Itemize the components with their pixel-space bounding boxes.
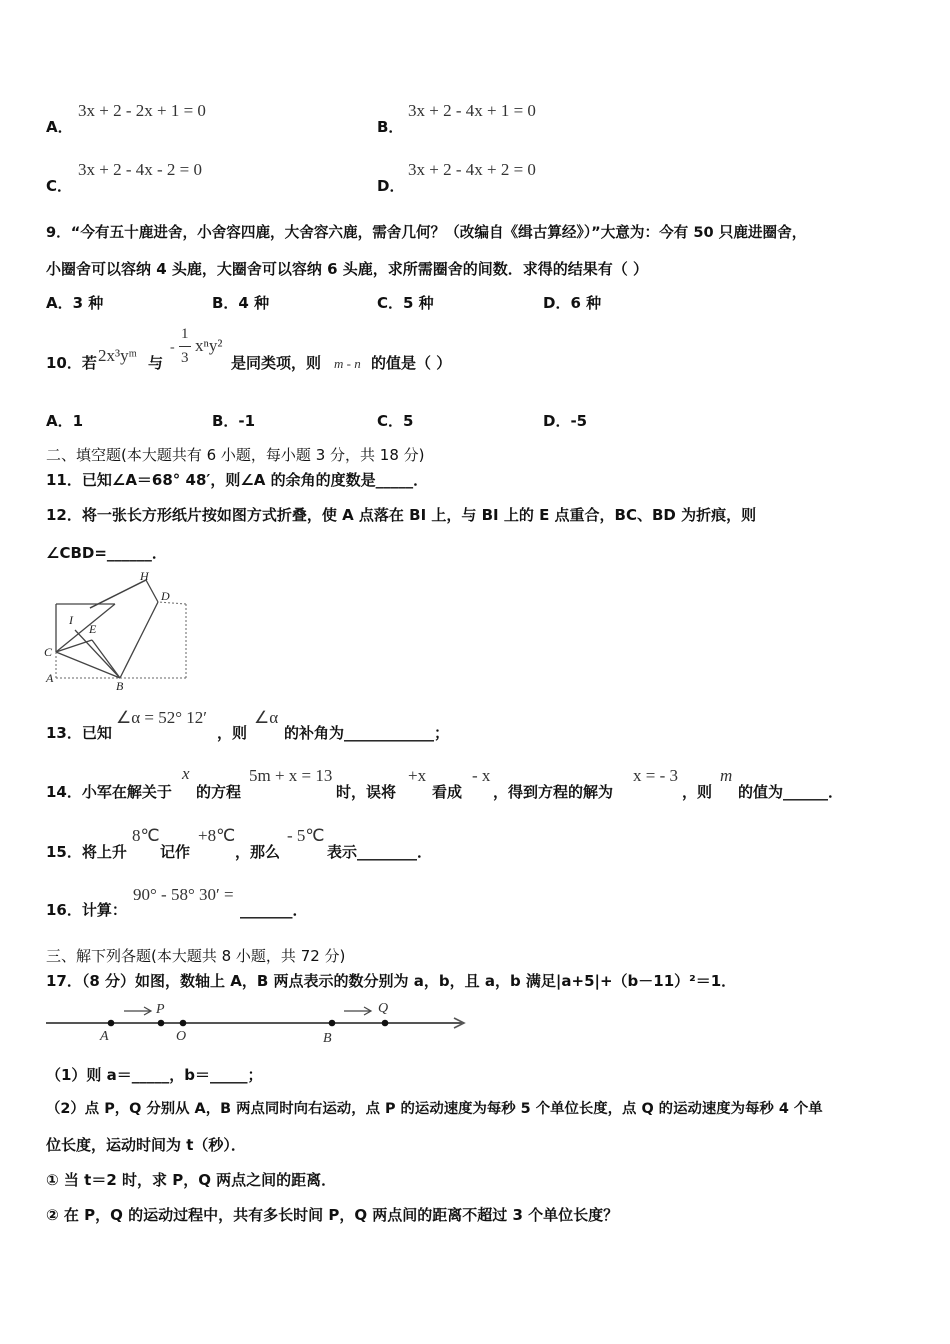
q10-expr-3: m - n	[334, 356, 361, 371]
q15-value-a: 8℃	[132, 826, 160, 845]
q10-fraction-denominator: 3	[181, 350, 189, 366]
q8-option-a-label: A．	[46, 118, 73, 136]
q8-option-d-label: D．	[377, 177, 405, 195]
q16-prefix: 16．计算：	[46, 901, 127, 919]
q17-label-q: Q	[378, 1001, 389, 1016]
q17-part-2-line-1: （2）点 P，Q 分别从 A，B 两点同时向右运动，点 P 的运动速度为每秒 5 个单位长度，点 Q 的运动速度为每秒 4 个单	[46, 1101, 823, 1117]
q11: 11．已知∠A＝68° 48′，则∠A 的余角的度数是_____．	[46, 471, 429, 489]
q15-value-b: +8℃	[198, 826, 236, 845]
q16-expr: 90° - 58° 30′ =	[133, 885, 234, 904]
q17-label-b: B	[323, 1031, 332, 1046]
q13-prefix: 13．已知	[46, 724, 112, 742]
q14-text-1: 的方程	[196, 783, 242, 801]
q17-point-a	[108, 1020, 115, 1027]
section-3-heading: 三、解下列各题(本大题共 8 小题，共 72 分)	[46, 947, 346, 965]
q17-label-a: A	[100, 1029, 109, 1044]
q14-solution: x = - 3	[633, 766, 678, 785]
q14-text-6: 的值为______．	[738, 783, 844, 801]
q14-text-3: 看成	[432, 783, 463, 801]
q13-expr: ∠α = 52° 12′	[116, 708, 208, 727]
q17-part-2-line-2: 位长度，运动时间为 t（秒）．	[46, 1136, 246, 1154]
q10-expr-2: xⁿy²	[195, 336, 223, 355]
q15-text-1: 记作	[160, 843, 191, 861]
q15-text-3: 表示________．	[327, 843, 433, 861]
q10-option-a: A．1	[46, 412, 84, 430]
q14-var-x: x	[182, 764, 190, 783]
q17-point-q	[382, 1020, 389, 1027]
q12-label-i: I	[69, 613, 73, 627]
q15-prefix: 15．将上升	[46, 843, 127, 861]
q9-option-a: A．3 种	[46, 294, 104, 312]
q10-expr-1: 2x³yᵐ	[98, 346, 137, 365]
q8-option-a-expr: 3x + 2 - 2x + 1 = 0	[78, 101, 206, 120]
q14-equation: 5m + x = 13	[249, 766, 333, 785]
q17-label-p: P	[156, 1002, 165, 1017]
q12-fold-figure	[40, 568, 200, 693]
q14-text-5: ，则	[682, 783, 713, 801]
q10-fraction-bar	[179, 346, 191, 347]
q12-line-1: 12．将一张长方形纸片按如图方式折叠，使 A 点落在 BI 上，与 BI 上的 E 点重合，BC、BD 为折痕，则	[46, 506, 757, 524]
q17-point-o	[180, 1020, 187, 1027]
q10-fraction-numerator: 1	[181, 326, 189, 342]
q17-stem: 17．（8 分）如图，数轴上 A，B 两点表示的数分别为 a，b，且 a，b 满足|a+5|+（b－11）²＝1．	[46, 972, 737, 990]
q12-label-c: C	[44, 645, 53, 659]
q10-option-d: D．-5	[543, 412, 588, 430]
q9-line-1: 9．“今有五十鹿进舍，小舍容四鹿，大舍容六鹿，需舍几何？（改编自《缉古算经》）”大意为：今有 50 只鹿进圈舍，	[46, 224, 807, 241]
q14-plus-x: +x	[408, 766, 427, 785]
q13-suffix: 的补角为____________；	[284, 724, 450, 742]
q10-option-c: C．5	[377, 412, 414, 430]
q10-option-b: B．-1	[212, 412, 256, 430]
section-2-heading: 二、填空题(本大题共有 6 小题，每小题 3 分，共 18 分)	[46, 446, 425, 464]
q10-suffix: 的值是（ ）	[371, 354, 452, 372]
q12-label-e: E	[89, 622, 97, 636]
q15-text-2: ，那么	[235, 843, 281, 861]
q17-number-line	[40, 998, 475, 1046]
q9-line-2: 小圈舍可以容纳 4 头鹿，大圈舍可以容纳 6 头鹿，求所需圈舍的间数．求得的结果有（ ）	[46, 260, 648, 278]
q10-prefix: 10．若	[46, 354, 97, 372]
q8-option-b-expr: 3x + 2 - 4x + 1 = 0	[408, 101, 536, 120]
q12-label-b: B	[116, 679, 124, 693]
q14-prefix: 14．小军在解关于	[46, 783, 172, 801]
q17-part-1: （1）则 a＝_____，b＝_____；	[46, 1066, 263, 1084]
q12-line-2: ∠CBD=______．	[46, 544, 167, 562]
q14-text-4: ，得到方程的解为	[493, 783, 614, 801]
q13-alpha: ∠α	[254, 708, 279, 727]
q13-mid: ，则	[217, 724, 248, 742]
q9-option-c: C．5 种	[377, 294, 434, 312]
q8-option-c-label: C．	[46, 177, 73, 195]
q17-subquestion-1: ① 当 t＝2 时，求 P，Q 两点之间的距离．	[46, 1171, 337, 1189]
q17-point-b	[329, 1020, 336, 1027]
q10-mid-2: 是同类项，则	[231, 354, 322, 372]
q8-option-b-label: B．	[377, 118, 404, 136]
q9-option-b: B．4 种	[212, 294, 270, 312]
q8-option-c-expr: 3x + 2 - 4x - 2 = 0	[78, 160, 202, 179]
q14-minus-x: - x	[472, 766, 491, 785]
q12-label-h: H	[140, 569, 149, 583]
q10-sign: -	[170, 340, 175, 355]
q14-var-m: m	[720, 766, 733, 785]
q12-label-d: D	[161, 589, 170, 603]
q14-text-2: 时，误将	[336, 783, 397, 801]
q8-option-d-expr: 3x + 2 - 4x + 2 = 0	[408, 160, 536, 179]
q10-mid: 与	[148, 354, 164, 372]
q12-label-a: A	[46, 671, 54, 685]
q15-value-c: - 5℃	[287, 826, 325, 845]
q16-blank: _______．	[240, 901, 308, 919]
q9-option-d: D．6 种	[543, 294, 602, 312]
q17-label-o: O	[176, 1029, 187, 1044]
q17-subquestion-2: ② 在 P，Q 的运动过程中，共有多长时间 P，Q 两点间的距离不超过 3 个单位长度？	[46, 1206, 619, 1224]
q17-point-p	[158, 1020, 165, 1027]
